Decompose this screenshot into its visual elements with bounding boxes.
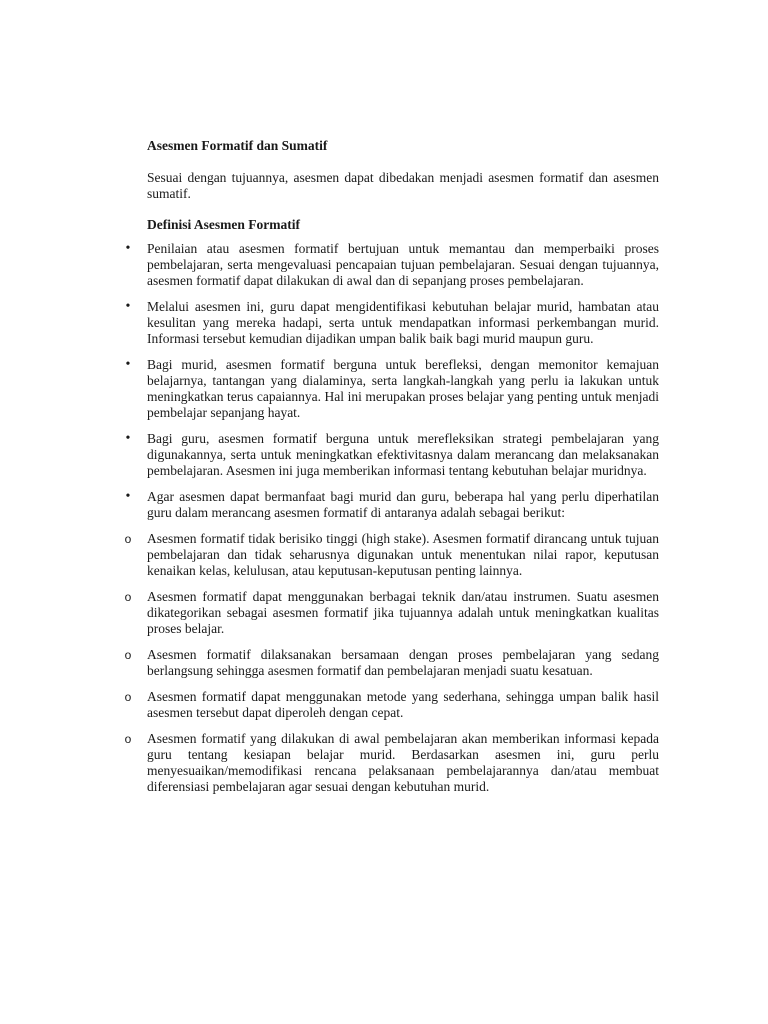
circle-marker: o [124,648,132,662]
circle-marker: o [124,590,132,604]
circle-marker: o [124,690,132,704]
list-item-text: Penilaian atau asesmen formatif bertujuan untuk memantau dan memperbaiki proses pembelajaran, serta mengevaluasi pencapaian tujuan pembelajaran. Sesuai dengan tujuannya, asesmen formatif dapat dilakukan di awal dan di sepanjang proses pembelajaran. [147,241,659,288]
sub-list-item-text: Asesmen formatif dapat menggunakan metode yang sederhana, sehingga umpan balik hasil asesmen tersebut dapat diperoleh dengan cepat. [147,689,659,720]
document-title: Asesmen Formatif dan Sumatif [147,138,328,153]
bullet-list [0,241,768,805]
list-item-text: Agar asesmen dapat bermanfaat bagi murid dan guru, beberapa hal yang perlu diperhatilan guru dalam merancang asesmen formatif di antaranya adalah sebagai berikut: [147,489,659,520]
list-item-text: Bagi guru, asesmen formatif berguna untuk merefleksikan strategi pembelajaran yang digunakannya, serta untuk meningkatkan efektivitasnya dalam merancang dan melaksanakan pembelajaran. Asesmen ini juga memberikan informasi tentang kebutuhan belajar muridnya. [147,431,659,478]
list-item [0,241,659,289]
list-item [0,299,659,347]
sub-list-item [0,647,659,679]
list-item [0,357,659,421]
bullet-marker: • [125,357,131,372]
list-item-text: Melalui asesmen ini, guru dapat mengidentifikasi kebutuhan belajar murid, hambatan atau kesulitan yang mereka hadapi, serta untuk mendapatkan informasi perkembangan murid. Informasi tersebut kemudian dijadikan umpan balik baik bagi murid maupun guru. [147,299,659,346]
list-item-text: Bagi murid, asesmen formatif berguna untuk berefleksi, dengan memonitor kemajuan belajarnya, tantangan yang dialaminya, serta langkah-langkah yang perlu ia lakukan untuk meningkatkan terus capaiannya. Hal ini merupakan proses belajar yang penting untuk menjadi pembelajar sepanjang hayat. [147,357,659,420]
section-heading: Definisi Asesmen Formatif [147,217,300,232]
circle-marker: o [124,732,132,746]
sub-list-item-text: Asesmen formatif yang dilakukan di awal pembelajaran akan memberikan informasi kepada guru tentang kesiapan belajar murid. Berdasarkan asesmen ini, guru perlu menyesuaikan/memodifikasi rencana pelaksanaan pembelajarannya dan/atau membuat diferensiasi pembelajaran agar sesuai dengan kebutuhan murid. [147,731,659,794]
bullet-marker: • [125,299,131,314]
sub-list-item-text: Asesmen formatif tidak berisiko tinggi (high stake). Asesmen formatif dirancang untuk tujuan pembelajaran dan tidak seharusnya digunakan untuk menentukan nilai rapor, keputusan kenaikan kelas, kelulusan, atau keputusan-keputusan penting lainnya. [147,531,659,578]
sub-list-item [0,589,659,637]
list-item [0,431,659,479]
list-item [0,489,659,521]
sub-list-item [0,531,659,579]
sub-list-item [0,689,659,721]
sub-list-item-text: Asesmen formatif dilaksanakan bersamaan dengan proses pembelajaran yang sedang berlangsung sehingga asesmen formatif dan pembelajaran menjadi suatu kesatuan. [147,647,659,678]
intro-paragraph: Sesuai dengan tujuannya, asesmen dapat dibedakan menjadi asesmen formatif dan asesmen sumatif. [147,170,659,201]
sub-list-item [0,731,659,795]
bullet-marker: • [125,431,131,446]
bullet-marker: • [125,241,131,256]
circle-marker: o [124,532,132,546]
sub-list-item-text: Asesmen formatif dapat menggunakan berbagai teknik dan/atau instrumen. Suatu asesmen dikategorikan sebagai asesmen formatif jika tujuannya adalah untuk meningkatkan kualitas proses belajar. [147,589,659,636]
bullet-marker: • [125,489,131,504]
